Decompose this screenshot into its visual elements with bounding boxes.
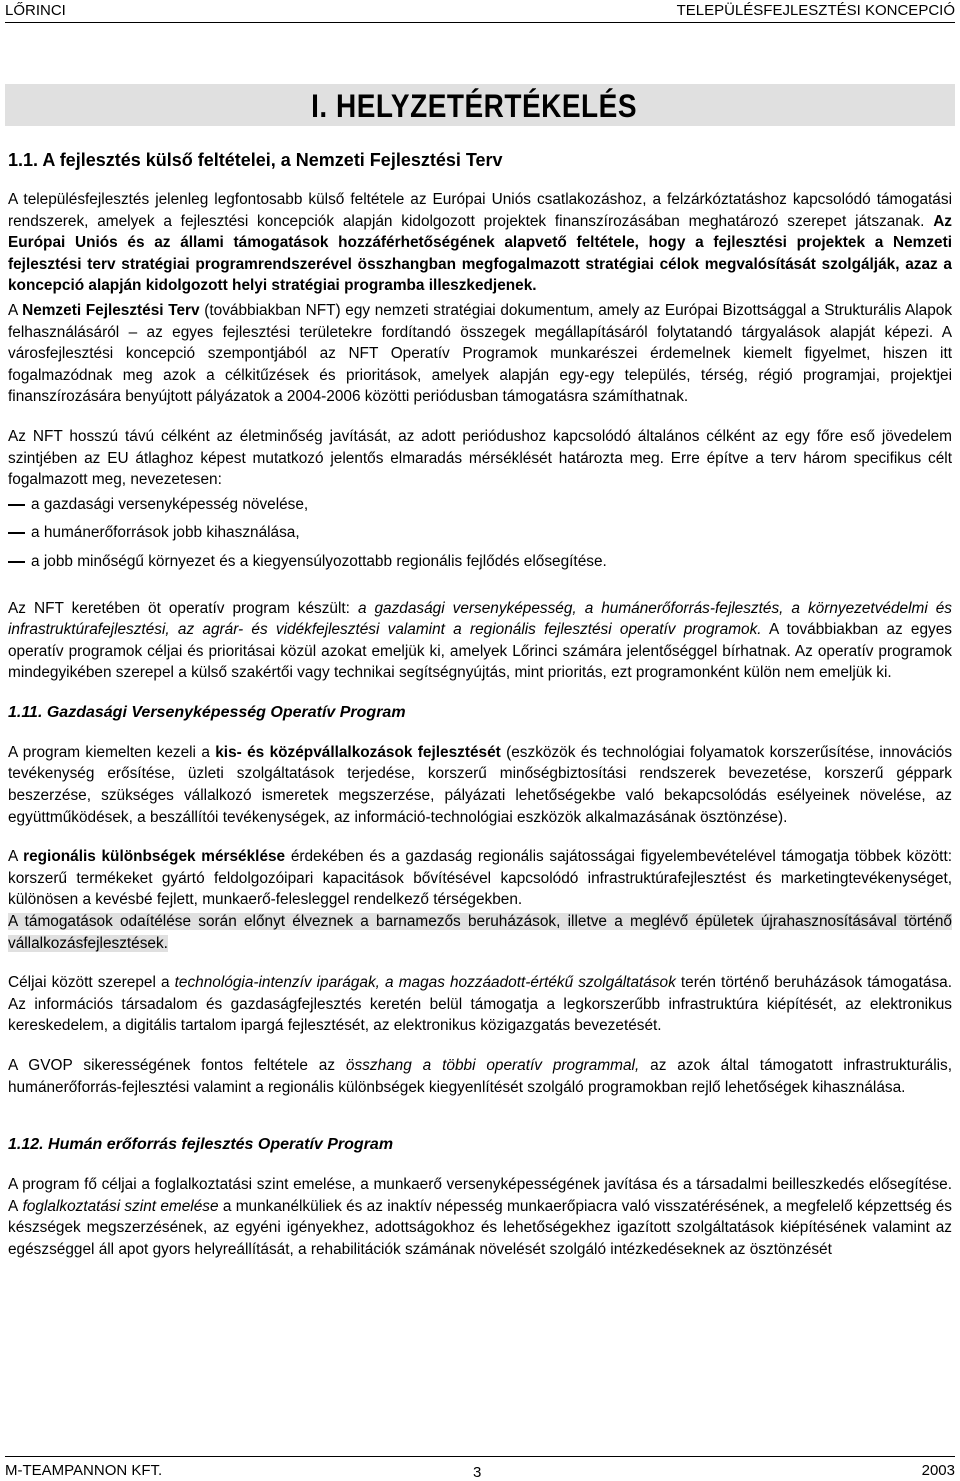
footer-year: 2003 — [921, 1462, 955, 1479]
list-item: a jobb minőségű környezet és a kiegyensúlyozottabb regionális fejlődés elősegítése. — [8, 551, 952, 573]
intro-plain: A településfejlesztés jelenleg legfontosabb külső feltétele az Európai Uniós csatlakozáshoz, a felzárkóztatáshoz kapcsolódó támogatási rendszerek, amelyek a fejlesztési koncepciók alapján kidolgozott projektek finanszírozásában meghatározó szerepet játszanak. — [8, 191, 952, 230]
regional-a: A — [8, 848, 18, 866]
paragraph-brownfield — [8, 911, 952, 954]
paragraph-regional — [8, 846, 952, 911]
paragraph-operative-programs — [8, 598, 952, 684]
paragraph-kkv — [8, 742, 952, 828]
subsection-text: Humán erőforrás fejlesztés Operatív Program — [48, 1136, 394, 1154]
document-body — [8, 148, 952, 1261]
regional-b: érdekében és a gazdaság regionális sajátosságai figyelembevételével támogatja többek között: korszerű termékeket gyártó feldolgozóipari kapacitások bővítésével kapcsolódó infrastruktúrafejlesztést és marketingtevékenységet, különösen a kevésbé fejlett, munkaerő-felesleggel rendelkező térségekben. — [8, 848, 952, 909]
paragraph-intro — [8, 189, 952, 297]
op-a: Az NFT keretében öt operatív program készült: — [8, 599, 350, 617]
subsection-number: 1.11. — [8, 703, 43, 721]
chapter-title-bar — [5, 84, 955, 126]
intro-bold: Az Európai Uniós és az állami támogatások hozzáférhetőségének alapvető feltétele, hogy a fejlesztési projektek a Nemzeti fejlesztési terv stratégiai programrendszerével összhangban megfogalmazott stratégiai célok megvalósítását szolgálják, azaz a koncepció alapján kidolgozott helyi stratégiai programba illeszkedjenek. — [8, 212, 952, 295]
brownfield-highlight: A támogatások odaítélése során előnyt élveznek a barnamezős beruházások, illetve a meglévő épületek újrahasznosításával történő vállalkozásfejlesztések. — [8, 913, 952, 952]
nft-a: A — [8, 301, 18, 319]
list-item: a gazdasági versenyképesség növelése, — [8, 494, 952, 516]
header-left-text: LŐRINCI — [5, 2, 66, 19]
paragraph-goals-intro: Az NFT hosszú távú célként az életminőség javítását, az adott periódushoz kapcsolódó általános célként az egy főre eső jövedelem szintjében az EU átlaghoz képest mutatkozó jelentős elmaradás mérséklését határozta meg. Erre építve a terv három specifikus célt fogalmazott meg, nevezetesen: — [8, 427, 952, 489]
goals-list — [8, 494, 952, 573]
subsection-text: Gazdasági Versenyképesség Operatív Program — [46, 703, 406, 721]
subsection-number: 1.12. — [8, 1136, 44, 1154]
section-title: 1.1. A fejlesztés külső feltételei, a Nemzeti Fejlesztési Terv — [8, 150, 503, 170]
subsection-title-gvop — [8, 702, 952, 724]
kkv-bold: kis- és középvállalkozások fejlesztését — [215, 743, 501, 761]
gvop-b: az azok által támogatott infrastrukturális, humánerőforrás-fejlesztési valamint a regionális különbségek kiegyenlítését szolgáló programokban rejlő lehetőségek kihasználása. — [8, 1057, 953, 1096]
list-item: a humánerőforrások jobb kihasználása, — [8, 522, 952, 544]
hefop-b: a munkanélküliek és az inaktív népesség munkaerőpiacra való visszatérésének, a megfelelő képzettség és készségek megszerzésének, az egyéni igényekhez, adottságokhoz és lehetőségekhez igazított szolgáltatások kiépítésének valamint az egészséggel áll apot gyors helyreállítását, a rehabilitációk számának növelését szolgáló intézkedéseknek az ösztönzését — [8, 1197, 953, 1258]
page-number: 3 — [473, 1464, 482, 1481]
tech-b: terén történő beruházások támogatása. Az információs társadalom és gazdaságfejlesztés keretén belül támogatja a legkorszerűbb infrastruktúra kiépítését, az elektronikus kereskedelem, a digitális tartalom ipargá fejlesztését, az elektronikus közigazgatás bevezetését. — [8, 974, 952, 1035]
kkv-a: A program kiemelten kezeli a — [8, 743, 210, 761]
paragraph-gvop-success — [8, 1055, 952, 1098]
subsection-title-hefop — [8, 1134, 952, 1156]
tech-italic: technológia-intenzív iparágak, a magas hozzáadott-értékű szolgáltatások — [174, 974, 676, 992]
paragraph-nft — [8, 300, 952, 408]
tech-a: Céljai között szerepel a — [8, 974, 170, 992]
chapter-title: I. HELYZETÉRTÉKELÉS — [311, 88, 637, 124]
gvop-a: A GVOP sikerességének fontos feltétele az — [8, 1057, 336, 1074]
header-right-text: TELEPÜLÉSFEJLESZTÉSI KONCEPCIÓ — [676, 2, 955, 19]
footer-company: M-TEAMPANNON KFT. — [5, 1462, 163, 1479]
hefop-italic: foglalkoztatási szint emelése — [22, 1197, 219, 1215]
kkv-b: (eszközök és technológiai folyamatok korszerűsítése, innovációs tevékenység erősítése, üzleti szolgáltatások terjedése, korszerű minőségbiztosítási rendszerek bevezetése, korszerű géppark beszerzése, szükséges vállalkozó ismeretek megszerzése, pályázati lehetőségekbe való bekapcsolódás esélyeinek növelése, az együttműködések, a beszállítói tevékenységek, az információ-technológiai eszközök alkalmazásának ösztönzése). — [8, 743, 953, 826]
paragraph-hefop — [8, 1174, 952, 1260]
gvop-italic: összhang a többi operatív programmal, — [345, 1057, 640, 1074]
regional-bold: regionális különbségek mérséklése — [23, 848, 286, 866]
paragraph-technology — [8, 972, 952, 1037]
nft-rest: (továbbiakban NFT) egy nemzeti stratégiai dokumentum, amely az Európai Bizottsággal a Strukturális Alapok felhasználásáról – az egyes fejlesztési területekre fordítandó összegek megállapításáról folytatandó tárgyalások alapját képezi. A városfejlesztési koncepció szempontjából az NFT Operatív Programok munkarészei érdemelnek kiemelt figyelmet, hiszen itt fogalmazódnak meg azok a célkitűzések és prioritások, amelyek alapján egy-egy település, térség, régió programjai, projektjei finanszírozására benyújtott pályázatok a 2004-2006 közötti periódusban támogatásra számíthatnak. — [8, 301, 953, 406]
page-header — [5, 0, 955, 23]
page-footer — [5, 1456, 955, 1479]
hefop-a: A program fő céljai a foglalkoztatási szint emelése, a munkaerő versenyképességének javítása és a társadalmi beilleszkedés elősegítése. A — [8, 1176, 952, 1215]
nft-bold: Nemzeti Fejlesztési Terv — [22, 301, 200, 319]
op-b: A továbbiakban az egyes operatív programok céljai és prioritásai közül azokat emeljük ki, amelyek Lőrinci számára jelentőséggel bírhatnak. Az operatív programok mindegyikében szerepel a külső szakértői vagy technikai segítségnyújtás, mint prioritás, ezt programonként külön nem emeljük ki. — [8, 621, 952, 682]
op-italic: a gazdasági versenyképesség, a humánerőforrás-fejlesztés, a környezetvédelmi és infrastruktúrafejlesztési, az agrár- és vidékfejlesztési valamint a regionális fejlesztési operatív programok. — [8, 599, 952, 639]
